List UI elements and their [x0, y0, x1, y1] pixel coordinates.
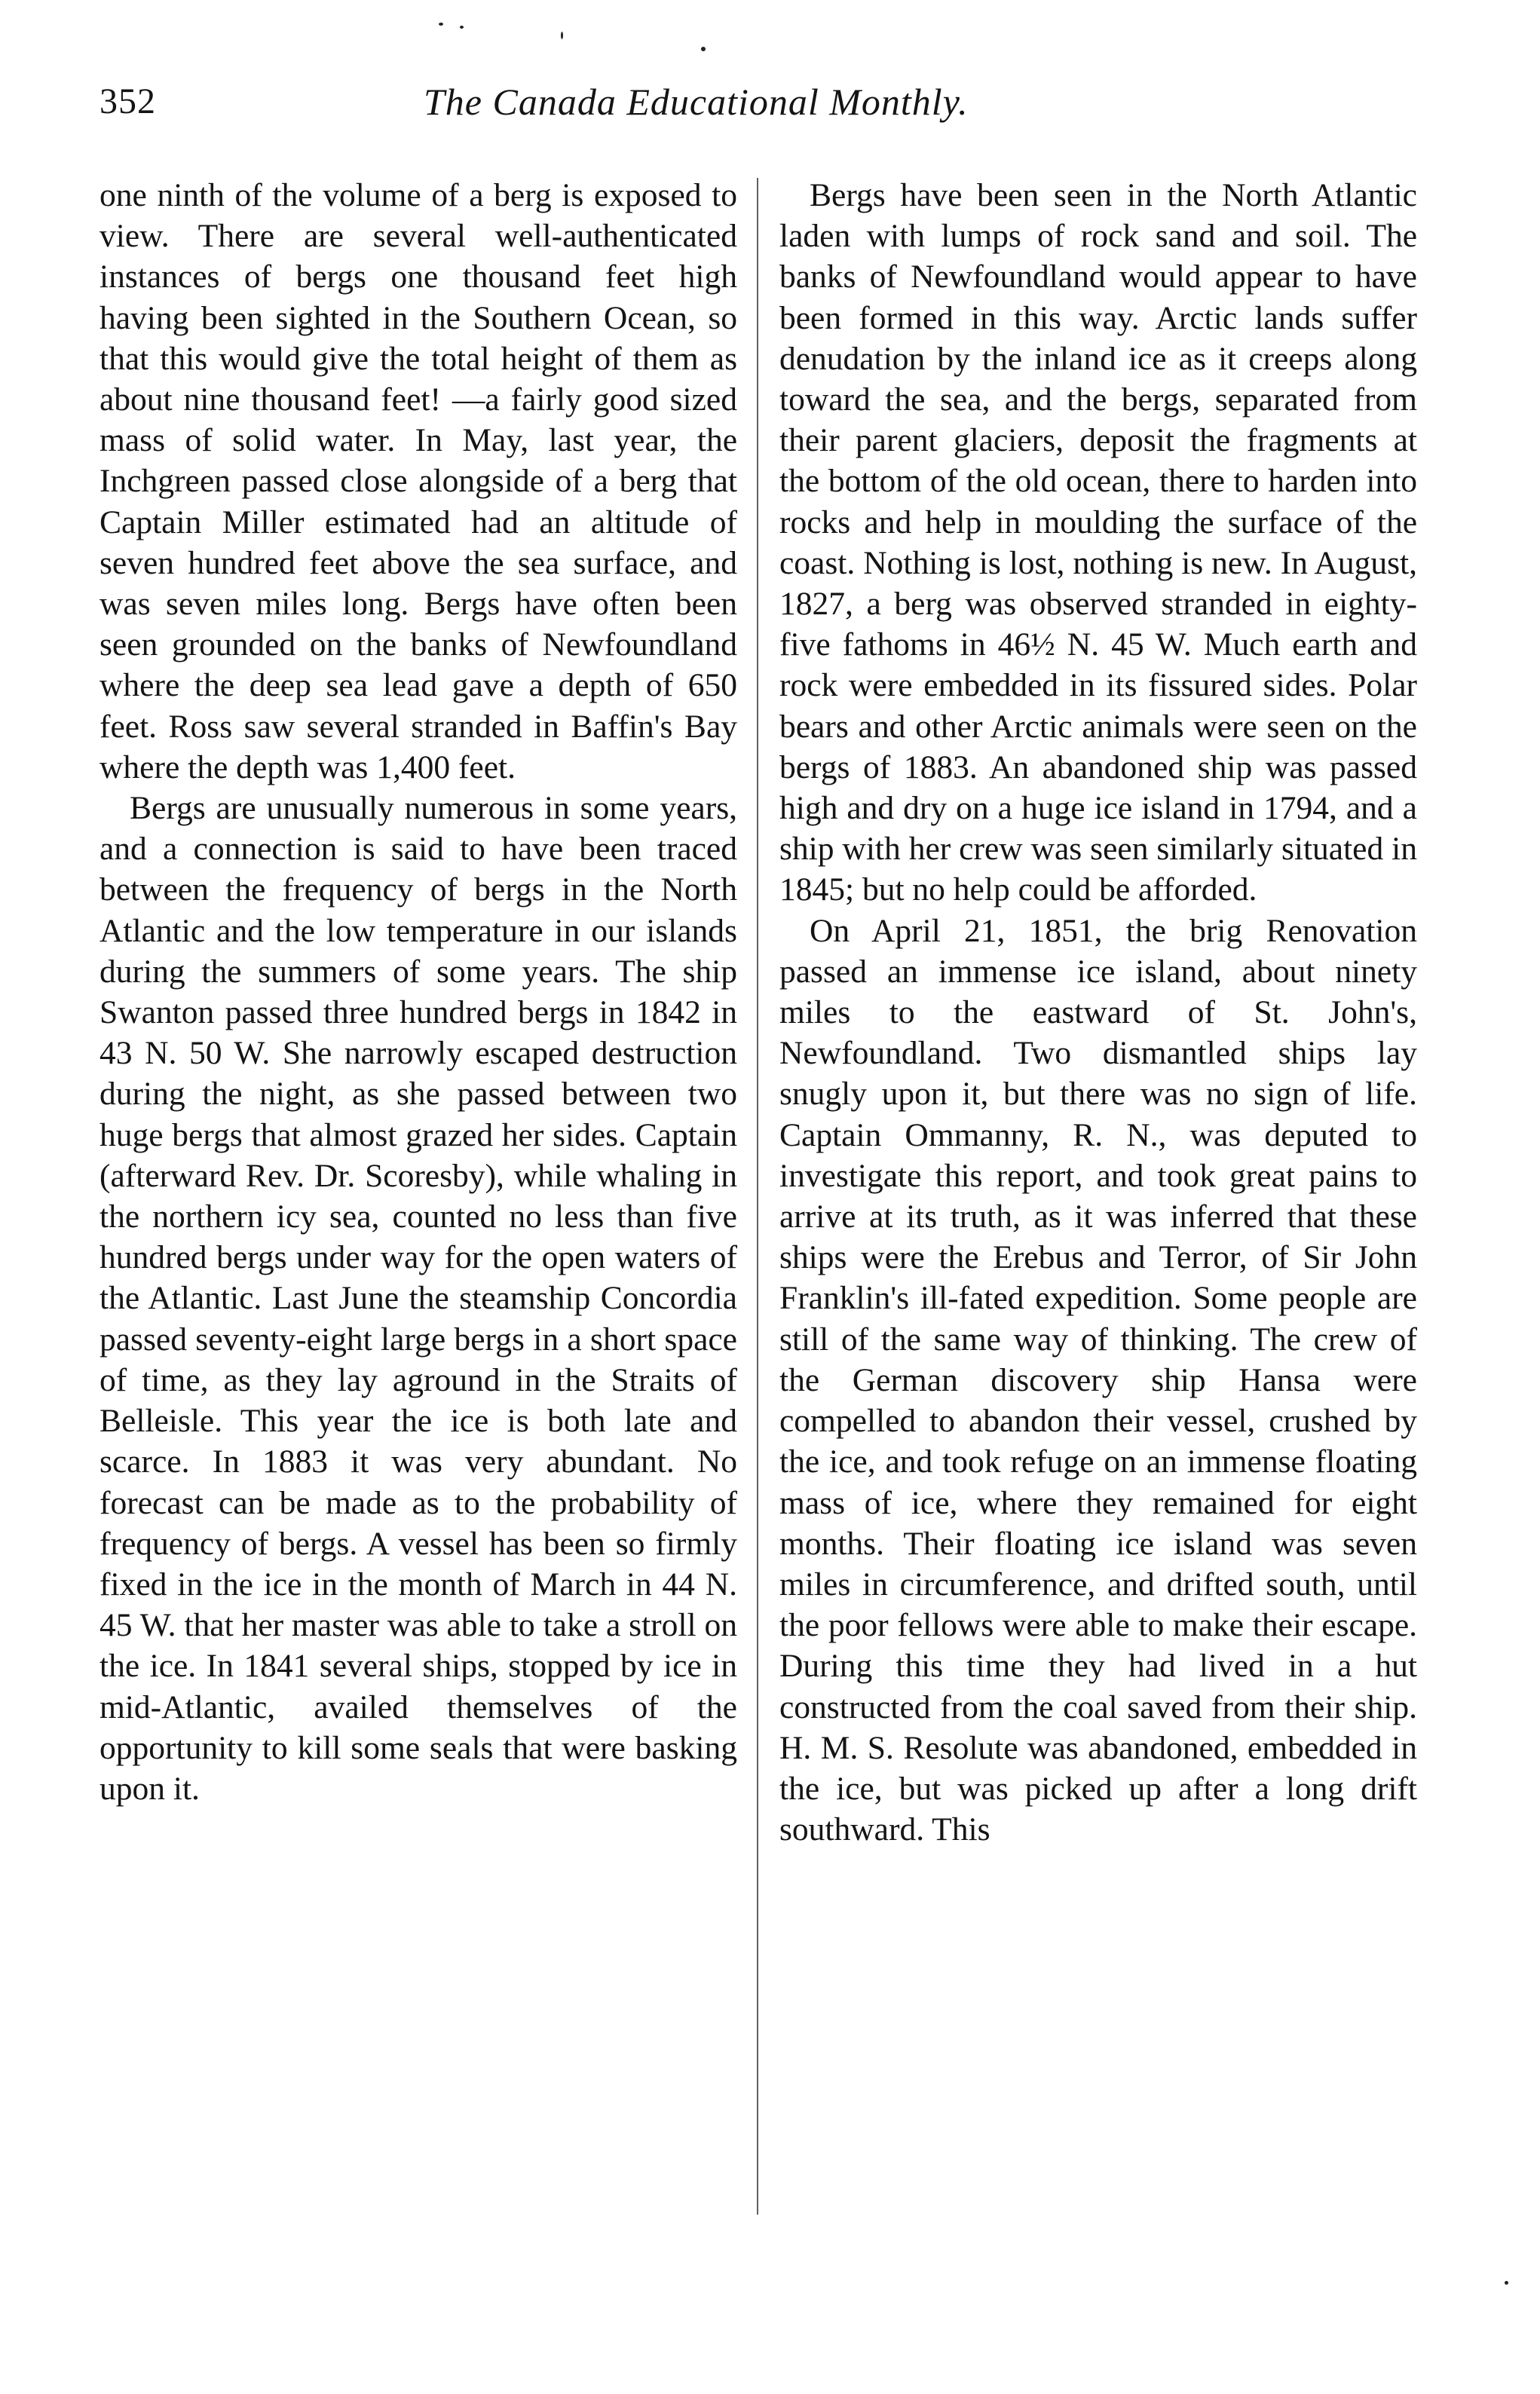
left-text-column: [100, 175, 737, 1809]
page-header: [100, 75, 1426, 136]
scan-speck: [439, 23, 443, 26]
paragraph: Bergs have been seen in the North Atlantic laden with lumps of rock sand and soil. The banks of Newfoundland would appear to have been formed in this way. Arctic lands suffer denudation by the inland ice as it creeps along toward the sea, and the bergs, separated from their parent glaciers, deposit the fragments at the bottom of the old ocean, there to harden into rocks and help in moulding the surface of the coast. Nothing is lost, nothing is new. In August, 1827, a berg was observed stranded in eighty-five fathoms in 46½ N. 45 W. Much earth and rock were embedded in its fissured sides. Polar bears and other Arctic animals were seen on the bergs of 1883. An abandoned ship was passed high and dry on a huge ice island in 1794, and a ship with her crew was seen similarly situated in 1845; but no help could be afforded.: [779, 177, 1417, 908]
scan-speck: [460, 26, 464, 29]
paragraph: one ninth of the volume of a berg is exposed to view. There are several well-authenticated instances of bergs one thousand feet high having been sighted in the Southern Ocean, so that this would give the total height of them as about nine thousand feet! —a fairly good sized mass of solid water. In May, last year, the Inchgreen passed close alongside of a berg that Captain Miller estimated had an altitude of seven hundred feet above the sea surface, and was seven miles long. Bergs have often been seen grounded on the banks of Newfoundland where the deep sea lead gave a depth of 650 feet. Ross saw several stranded in Baffin's Bay where the depth was 1,400 feet.: [100, 177, 737, 785]
scan-speck: [561, 32, 563, 39]
right-text-column: [779, 175, 1417, 1850]
scan-speck: [701, 47, 706, 51]
scan-speck: [1505, 2281, 1508, 2285]
column-divider: [757, 178, 758, 2215]
paragraph: Bergs are unusually numerous in some years, and a connection is said to have been traced between the frequency of bergs in the North Atlantic and the low temperature in our islands during the summers of some years. The ship Swanton passed three hundred bergs in 1842 in 43 N. 50 W. She narrowly escaped destruction during the night, as she passed between two huge bergs that almost grazed her sides. Captain (afterward Rev. Dr. Scoresby), while whaling in the northern icy sea, counted no less than five hundred bergs under way for the open waters of the Atlantic. Last June the steamship Concordia passed seventy-eight large bergs in a short space of time, as they lay aground in the Straits of Belleisle. This year the ice is both late and scarce. In 1883 it was very abundant. No forecast can be made as to the probability of frequency of bergs. A vessel has been so firmly fixed in the ice in the month of March in 44 N. 45 W. that her master was able to take a stroll on the ice. In 1841 several ships, stopped by ice in mid-Atlantic, availed themselves of the opportunity to kill some seals that were basking upon it.: [100, 790, 737, 1807]
running-title: The Canada Educational Monthly.: [424, 81, 969, 123]
paragraph: On April 21, 1851, the brig Renovation passed an immense ice island, about ninety miles to the eastward of St. John's, Newfoundland. Two dismantled ships lay snugly upon it, but there was no sign of life. Captain Ommanny, R. N., was deputed to investigate this report, and took great pains to arrive at its truth, as it was inferred that these ships were the Erebus and Terror, of Sir John Franklin's ill-fated expedition. Some people are still of the same way of thinking. The crew of the German discovery ship Hansa were compelled to abandon their vessel, crushed by the ice, and took refuge on an immense floating mass of ice, where they remained for eight months. Their floating ice island was seven miles in circumference, and drifted south, until the poor fellows were able to make their escape. During this time they had lived in a hut constructed from the coal saved from their ship. H. M. S. Resolute was abandoned, embedded in the ice, but was picked up after a long drift southward. This: [779, 912, 1417, 1848]
page-number: 352: [100, 81, 156, 121]
